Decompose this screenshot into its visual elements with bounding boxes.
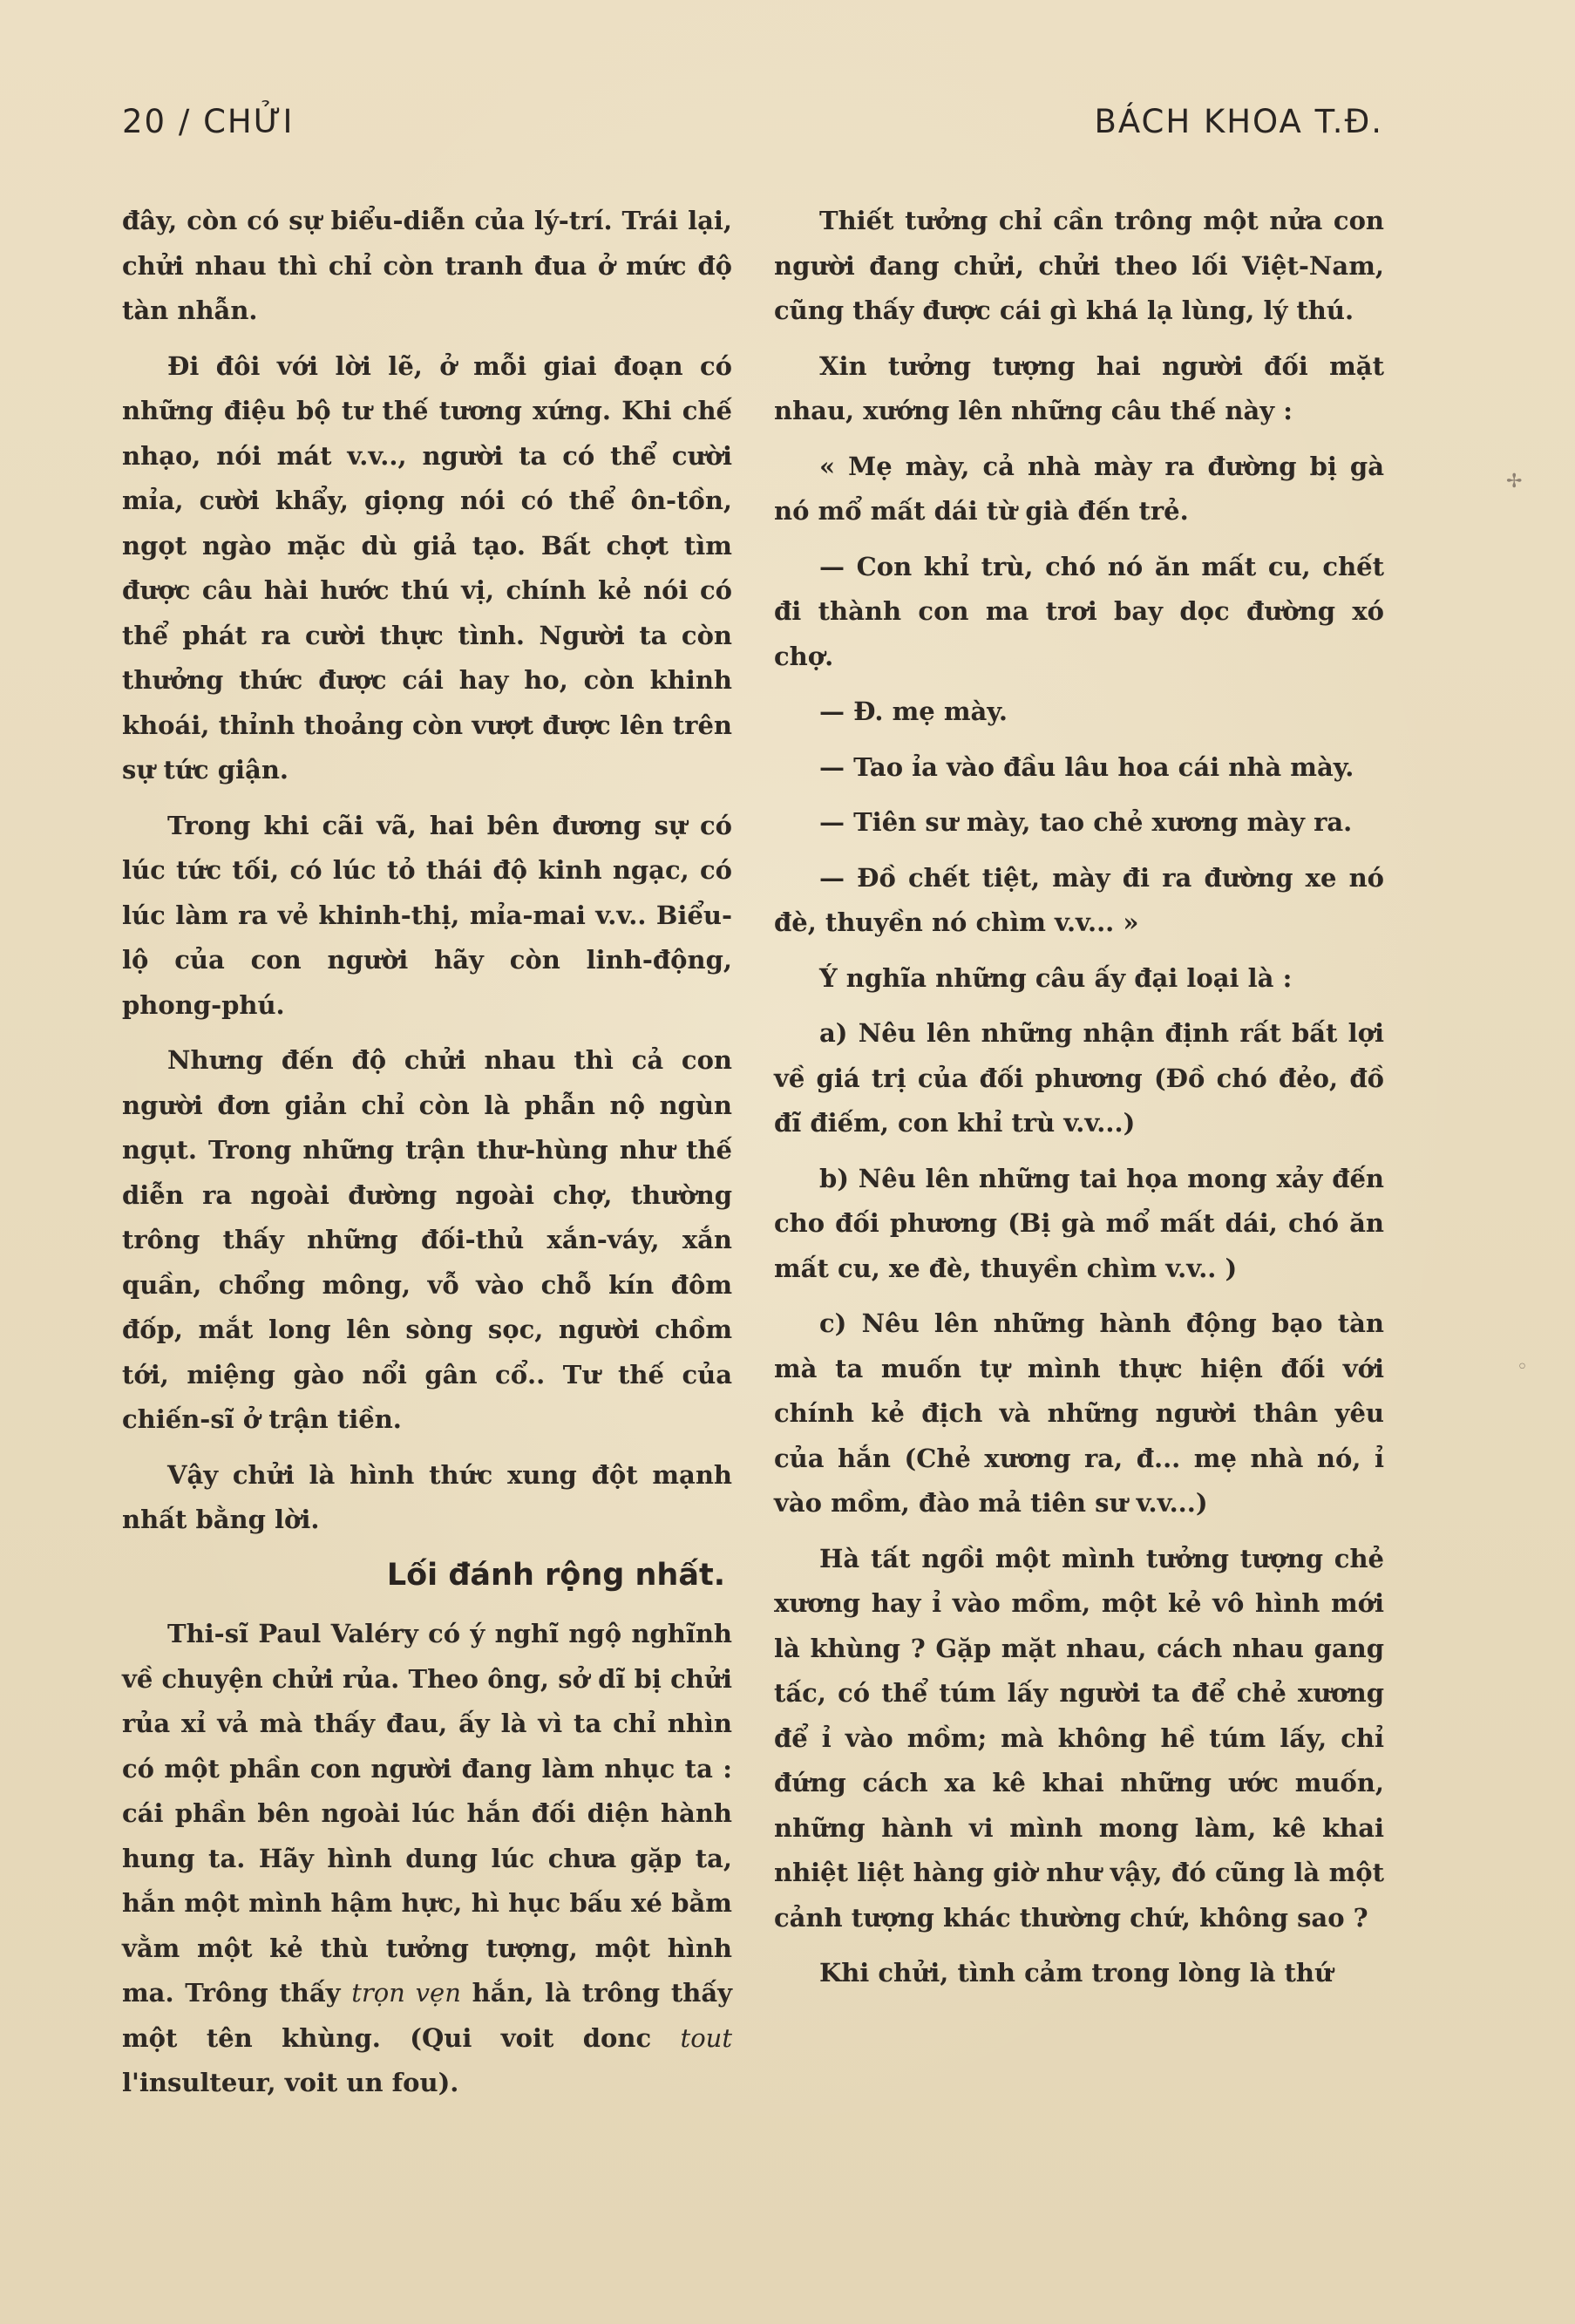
paragraph: đây, còn có sự biểu-diễn của lý-trí. Trái lại, chửi nhau thì chỉ còn tranh đua ở mức độ tàn nhẫn. xyxy=(122,206,732,325)
ink-speck: ✢ xyxy=(1506,471,1523,493)
quote-line: — Tiên sư mày, tao chẻ xương mày ra. xyxy=(819,807,1353,837)
paragraph-text: hắn, là trông thấy một tên khùng. (Qui voit donc xyxy=(122,1978,732,2053)
paragraph: Thiết tưởng chỉ cần trông một nửa con người đang chửi, chửi theo lối Việt-Nam, cũng thấy được cái gì khá lạ lùng, lý thú. xyxy=(774,206,1384,325)
left-column xyxy=(122,199,732,2117)
paragraph: Ý nghĩa những câu ấy đại loại là : xyxy=(819,962,1293,993)
quote-line: — Đồ chết tiệt, mày đi ra đường xe nó đè, thuyền nó chìm v.v... » xyxy=(774,862,1384,937)
list-item: b) Nêu lên những tai họa mong xảy đến cho đối phương (Bị gà mổ mất dái, chó ăn mất cu, xe đè, thuyền chìm v.v.. ) xyxy=(774,1163,1384,1283)
paragraph: Khi chửi, tình cảm trong lòng là thứ xyxy=(819,1958,1334,1988)
paragraph: Trong khi cãi vã, hai bên đương sự có lúc tức tối, có lúc tỏ thái độ kinh ngạc, có lúc làm ra vẻ khinh-thị, mỉa-mai v.v.. Biểu-lộ của con người hãy còn linh-động, phong-phú. xyxy=(122,810,732,1020)
paragraph: Nhưng đến độ chửi nhau thì cả con người đơn giản chỉ còn là phẫn nộ ngùn ngụt. Trong những trận thư-hùng như thế diễn ra ngoài đường ngoài chợ, thường trông thấy những đối-thủ xắn-váy, xắn quần, chổng mông, vỗ vào chỗ kín đôm đốp, mắt long lên sòng sọc, người chồm tới, miệng gào nổi gân cổ.. Tư thế của chiến-sĩ ở trận tiền. xyxy=(122,1045,732,1434)
right-column xyxy=(774,199,1384,2007)
italic-word: tout xyxy=(680,2022,732,2053)
quote-line: — Đ. mẹ mày. xyxy=(819,697,1008,726)
quote-line: — Con khỉ trù, chó nó ăn mất cu, chết đi thành con ma trơi bay dọc đường xó chợ. xyxy=(774,551,1384,671)
paragraph xyxy=(122,1612,732,2106)
page-number-title: 20 / CHỬI xyxy=(122,103,295,140)
page-header xyxy=(122,103,1383,155)
ink-speck: ◦ xyxy=(1517,1356,1528,1378)
paragraph: Vậy chửi là hình thức xung đột mạnh nhất bằng lời. xyxy=(122,1459,732,1534)
paragraph-text: Thi-sĩ Paul Valéry có ý nghĩ ngộ nghĩnh về chuyện chửi rủa. Theo ông, sở dĩ bị chửi rủa xỉ vả mà thấy đau, ấy là vì ta chỉ nhìn có một phần con người đang làm nhục ta : cái phần bên ngoài lúc hắn đối diện hành hung ta. Hãy hình dung lúc chưa gặp ta, hắn một mình hậm hực, hì hục bấu xé bằm vằm một kẻ thù tưởng tượng, một hình ma. Trông thấy xyxy=(122,1619,732,2008)
list-item: c) Nêu lên những hành động bạo tàn mà ta muốn tự mình thực hiện đối với chính kẻ địch và những người thân yêu của hắn (Chẻ xương ra, đ... mẹ nhà nó, ỉ vào mồm, đào mả tiên sư v.v...) xyxy=(774,1308,1384,1518)
quote-line: « Mẹ mày, cả nhà mày ra đường bị gà nó mổ mất dái từ già đến trẻ. xyxy=(774,451,1384,526)
section-heading: Lối đánh rộng nhất. xyxy=(386,1557,725,1593)
paragraph: Đi đôi với lời lẽ, ở mỗi giai đoạn có những điệu bộ tư thế tương xứng. Khi chế nhạo, nói mát v.v.., người ta có thể cười mỉa, cười khẩy, giọng nói có thể ôn-tồn, ngọt ngào mặc dù giả tạo. Bất chợt tìm được câu hài hước thú vị, chính kẻ nói có thể phát ra cười thực tình. Người ta còn thưởng thức được cái hay ho, còn khinh khoái, thỉnh thoảng còn vượt được lên trên sự tức giận. xyxy=(122,350,732,785)
quote-line: — Tao ỉa vào đầu lâu hoa cái nhà mày. xyxy=(819,751,1354,782)
list-item: a) Nêu lên những nhận định rất bất lợi về giá trị của đối phương (Đồ chó đẻo, đồ đĩ điếm, con khỉ trù v.v...) xyxy=(774,1018,1384,1138)
paragraph: Hà tất ngồi một mình tưởng tượng chẻ xương hay ỉ vào mồm, một kẻ vô hình mới là khùng ? Gặp mặt nhau, cách nhau gang tấc, có thể túm lấy người ta để chẻ xương để ỉ vào mồm; mà không hề túm lấy, chỉ đứng cách xa kê khai những ước muốn, những hành vi mình mong làm, kê khai nhiệt liệt hàng giờ như vậy, đó cũng là một cảnh tượng khác thường chứ, không sao ? xyxy=(774,1543,1384,1933)
paragraph-text: l'insulteur, voit un fou). xyxy=(122,2068,459,2097)
italic-phrase: trọn vẹn xyxy=(351,1978,461,2008)
journal-title: BÁCH KHOA T.Đ. xyxy=(1094,103,1383,140)
paragraph: Xin tưởng tượng hai người đối mặt nhau, xướng lên những câu thế này : xyxy=(774,350,1384,425)
